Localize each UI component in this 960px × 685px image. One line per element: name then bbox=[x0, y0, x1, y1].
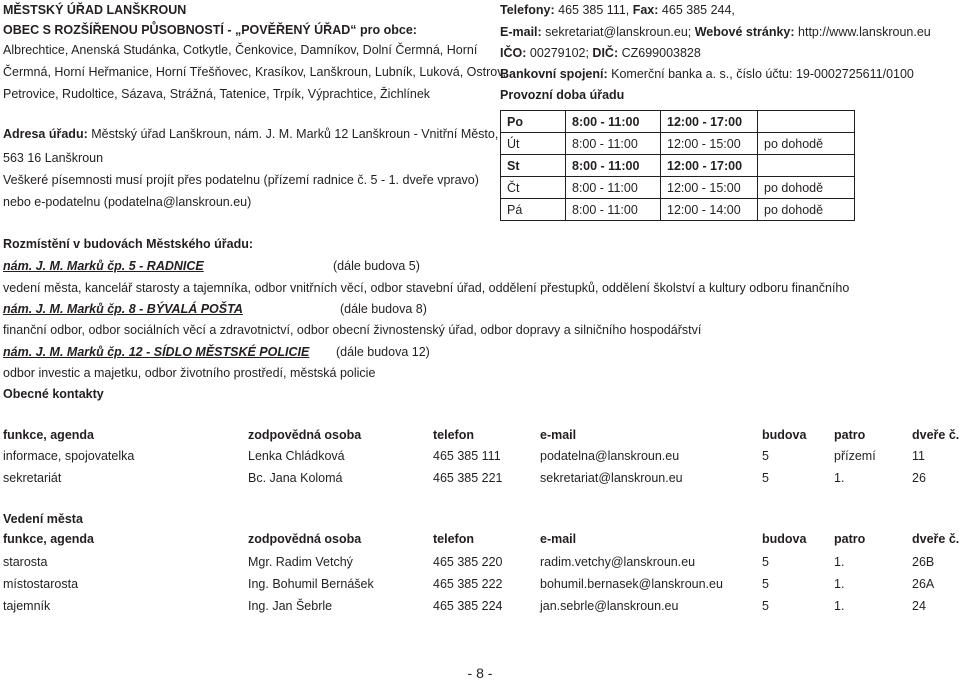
cell-phone: 465 385 224 bbox=[433, 599, 503, 613]
cell-door: 26A bbox=[912, 577, 935, 591]
hours-day: Út bbox=[501, 133, 566, 155]
hours-note bbox=[758, 155, 855, 177]
col-header-door: dveře č. bbox=[912, 428, 960, 442]
leadership-title: Vedení města bbox=[3, 512, 83, 526]
cell-building: 5 bbox=[762, 471, 769, 485]
hours-day: Pá bbox=[501, 199, 566, 221]
general-header-row bbox=[0, 428, 960, 448]
hours-morning: 8:00 - 11:00 bbox=[566, 133, 661, 155]
col-header-phone: telefon bbox=[433, 532, 474, 546]
hours-morning: 8:00 - 11:00 bbox=[566, 177, 661, 199]
col-header-function: funkce, agenda bbox=[3, 428, 94, 442]
cell-building: 5 bbox=[762, 577, 769, 591]
cell-email: radim.vetchy@lanskroun.eu bbox=[540, 555, 696, 569]
hours-row bbox=[501, 111, 855, 133]
fax-value: 465 385 244, bbox=[658, 3, 735, 17]
table-row bbox=[0, 599, 960, 619]
cell-email: bohumil.bernasek@lanskroun.eu bbox=[540, 577, 723, 591]
hours-title: Provozní doba úřadu bbox=[500, 88, 625, 102]
col-header-building: budova bbox=[762, 532, 807, 546]
cell-floor: 1. bbox=[834, 599, 845, 613]
building-5-name bbox=[3, 259, 204, 273]
contact-email-web bbox=[500, 25, 931, 39]
office-title: MĚSTSKÝ ÚŘAD LANŠKROUN bbox=[3, 3, 187, 17]
col-header-floor: patro bbox=[834, 428, 866, 442]
web-label: Webové stránky: bbox=[691, 25, 795, 39]
hours-note: po dohodě bbox=[758, 177, 855, 199]
hours-row bbox=[501, 177, 855, 199]
cell-phone: 465 385 220 bbox=[433, 555, 503, 569]
hours-morning: 8:00 - 11:00 bbox=[566, 155, 661, 177]
col-header-door: dveře č. bbox=[912, 532, 960, 546]
email-label: E-mail: bbox=[500, 25, 542, 39]
bank-value: Komerční banka a. s., číslo účtu: 19-0002725611/0100 bbox=[607, 67, 914, 81]
col-header-floor: patro bbox=[834, 532, 866, 546]
cell-building: 5 bbox=[762, 555, 769, 569]
cell-door: 26B bbox=[912, 555, 935, 569]
leadership-header-row bbox=[0, 532, 960, 552]
contact-bank bbox=[500, 67, 914, 81]
table-row bbox=[0, 555, 960, 575]
building-12-name-text: nám. J. M. Marků čp. 12 - SÍDLO MĚSTSKÉ POLICIE bbox=[3, 345, 310, 359]
building-8-name-text: nám. J. M. Marků čp. 8 - BÝVALÁ POŠTA bbox=[3, 302, 243, 316]
address-label: Adresa úřadu: bbox=[3, 127, 88, 141]
building-12-alias: (dále budova 12) bbox=[336, 345, 430, 359]
hours-afternoon: 12:00 - 14:00 bbox=[661, 199, 758, 221]
hours-note: po dohodě bbox=[758, 199, 855, 221]
cell-email: jan.sebrle@lanskroun.eu bbox=[540, 599, 679, 613]
col-header-email: e-mail bbox=[540, 532, 577, 546]
hours-afternoon: 12:00 - 17:00 bbox=[661, 111, 758, 133]
hours-day: St bbox=[501, 155, 566, 177]
towns-line-1: Albrechtice, Anenská Studánka, Cotkytle, Čenkovice, Damníkov, Dolní Čermná, Horní bbox=[3, 43, 478, 57]
hours-note bbox=[758, 111, 855, 133]
cell-floor: 1. bbox=[834, 577, 845, 591]
hours-afternoon: 12:00 - 15:00 bbox=[661, 133, 758, 155]
col-header-person: zodpovědná osoba bbox=[248, 428, 362, 442]
hours-day: Po bbox=[501, 111, 566, 133]
cell-function: tajemník bbox=[3, 599, 51, 613]
dic-label: DIČ: bbox=[588, 46, 619, 60]
ico-value: 00279102; bbox=[526, 46, 589, 60]
hours-morning: 8:00 - 11:00 bbox=[566, 199, 661, 221]
building-8-desc: finanční odbor, odbor sociálních věcí a zdravotnictví, odbor obecní živnostenský úřad, odbor dopravy a silničního hospodářství bbox=[3, 323, 702, 337]
submission-note-1: Veškeré písemnosti musí projít přes podatelnu (přízemí radnice č. 5 - 1. dveře vpravo) bbox=[3, 173, 479, 187]
hours-day: Čt bbox=[501, 177, 566, 199]
email-value: sekretariat@lanskroun.eu; bbox=[541, 25, 692, 39]
cell-person: Bc. Jana Kolomá bbox=[248, 471, 343, 485]
table-row bbox=[0, 449, 960, 469]
building-5-desc: vedení města, kancelář starosty a tajemníka, odbor vnitřních věcí, odbor stavební úřad, oddělení přestupků, oddělení školství a kultury odboru finančního bbox=[3, 281, 850, 295]
cell-function: starosta bbox=[3, 555, 48, 569]
ico-label: IČO: bbox=[500, 46, 527, 60]
cell-building: 5 bbox=[762, 449, 769, 463]
towns-line-3: Petrovice, Rudoltice, Sázava, Strážná, Tatenice, Trpík, Výprachtice, Žichlínek bbox=[3, 87, 431, 101]
general-contacts-title: Obecné kontakty bbox=[3, 387, 104, 401]
building-12-name bbox=[3, 345, 309, 359]
page-number: - 8 - bbox=[467, 665, 493, 681]
address-line-2: 563 16 Lanškroun bbox=[3, 151, 104, 165]
cell-door: 11 bbox=[912, 449, 925, 463]
hours-row bbox=[501, 133, 855, 155]
office-address bbox=[3, 127, 498, 141]
hours-row bbox=[501, 155, 855, 177]
building-8-alias: (dále budova 8) bbox=[340, 302, 427, 316]
towns-line-2: Čermná, Horní Heřmanice, Horní Třešňovec, Krasíkov, Lanškroun, Lubník, Luková, Ostrov, bbox=[3, 65, 506, 79]
buildings-title: Rozmístění v budovách Městského úřadu: bbox=[3, 237, 254, 251]
col-header-person: zodpovědná osoba bbox=[248, 532, 362, 546]
building-5-alias: (dále budova 5) bbox=[333, 259, 420, 273]
building-12-desc: odbor investic a majetku, odbor životního prostředí, městská policie bbox=[3, 366, 376, 380]
cell-function: místostarosta bbox=[3, 577, 79, 591]
table-row bbox=[0, 577, 960, 597]
contact-ids bbox=[500, 46, 701, 60]
cell-phone: 465 385 222 bbox=[433, 577, 503, 591]
hours-afternoon: 12:00 - 15:00 bbox=[661, 177, 758, 199]
cell-building: 5 bbox=[762, 599, 769, 613]
cell-floor: 1. bbox=[834, 555, 845, 569]
dic-value: CZ699003828 bbox=[618, 46, 701, 60]
phones-label: Telefony: bbox=[500, 3, 555, 17]
fax-label: Fax: bbox=[629, 3, 659, 17]
bank-label: Bankovní spojení: bbox=[500, 67, 608, 81]
hours-morning: 8:00 - 11:00 bbox=[566, 111, 661, 133]
hours-afternoon: 12:00 - 17:00 bbox=[661, 155, 758, 177]
cell-phone: 465 385 111 bbox=[433, 449, 501, 463]
cell-phone: 465 385 221 bbox=[433, 471, 503, 485]
phones-value: 465 385 111, bbox=[554, 3, 630, 17]
hours-row bbox=[501, 199, 855, 221]
building-5-name-text: nám. J. M. Marků čp. 5 - RADNICE bbox=[3, 259, 204, 273]
cell-person: Ing. Jan Šebrle bbox=[248, 599, 333, 613]
col-header-function: funkce, agenda bbox=[3, 532, 94, 546]
cell-door: 26 bbox=[912, 471, 926, 485]
hours-note: po dohodě bbox=[758, 133, 855, 155]
web-value: http://www.lanskroun.eu bbox=[794, 25, 931, 39]
submission-note-2: nebo e-podatelnu (podatelna@lanskroun.eu) bbox=[3, 195, 252, 209]
cell-floor: přízemí bbox=[834, 449, 876, 463]
cell-door: 24 bbox=[912, 599, 926, 613]
address-value: Městský úřad Lanškroun, nám. J. M. Marků 12 Lanškroun - Vnitřní Město, bbox=[87, 127, 499, 141]
table-row bbox=[0, 471, 960, 491]
building-8-name bbox=[3, 302, 243, 316]
office-subtitle: OBEC S ROZŠÍŘENOU PŮSOBNOSTÍ - „POVĚŘENÝ ÚŘAD“ pro obce: bbox=[3, 23, 417, 37]
col-header-phone: telefon bbox=[433, 428, 474, 442]
cell-function: informace, spojovatelka bbox=[3, 449, 135, 463]
cell-person: Lenka Chládková bbox=[248, 449, 345, 463]
cell-person: Mgr. Radim Vetchý bbox=[248, 555, 353, 569]
cell-email: sekretariat@lanskroun.eu bbox=[540, 471, 683, 485]
cell-email: podatelna@lanskroun.eu bbox=[540, 449, 680, 463]
cell-floor: 1. bbox=[834, 471, 845, 485]
col-header-building: budova bbox=[762, 428, 807, 442]
cell-function: sekretariát bbox=[3, 471, 62, 485]
cell-person: Ing. Bohumil Bernášek bbox=[248, 577, 374, 591]
col-header-email: e-mail bbox=[540, 428, 577, 442]
contact-phones bbox=[500, 3, 735, 17]
office-hours-table bbox=[500, 110, 855, 221]
